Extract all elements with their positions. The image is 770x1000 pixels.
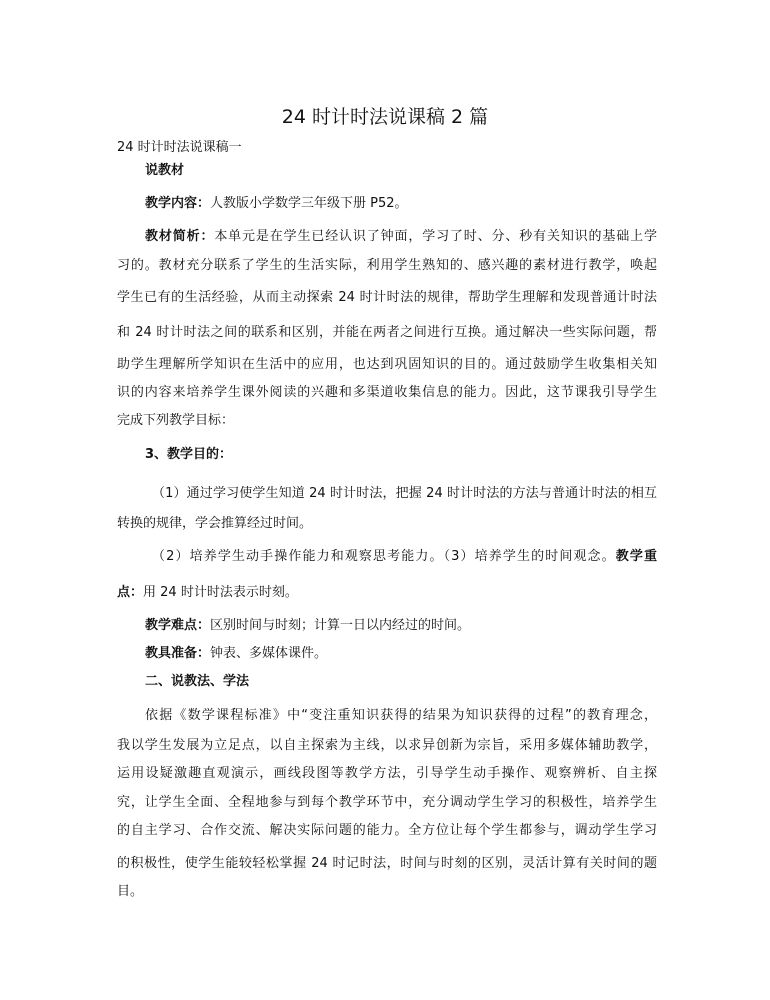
methods-line-5: 的自主学习、合作交流、解决实际问题的能力。全方位让每个学生都参与，调动学生学习	[117, 823, 657, 838]
analysis-line-7: 完成下列教学目标：	[117, 413, 235, 428]
text-preparation: 钟表、多媒体课件。	[210, 646, 328, 661]
goal-1-line-2: 转换的规律，学会推算经过时间。	[117, 516, 313, 531]
label-analysis: 教材简析：	[145, 229, 215, 244]
analysis-text-1: 本单元是在学生已经认识了钟面，学习了时、分、秒有关知识的基础上学	[214, 229, 657, 244]
analysis-line-1	[145, 228, 657, 246]
methods-line-4: 究，让学生全面、全程地参与到每个教学环节中，充分调动学生学习的积极性，培养学生	[117, 795, 657, 810]
analysis-line-6: 识的内容来培养学生课外阅读的兴趣和多渠道收集信息的能力。因此，这节课我引导学生	[117, 385, 657, 400]
section-heading-methods: 二、说教法、学法	[145, 674, 250, 689]
methods-line-1: 依据《数学课程标准》中“变注重知识获得的结果为知识获得的过程”的教育理念，	[145, 708, 657, 723]
document-title: 24 时计时法说课稿 2 篇	[281, 106, 489, 128]
goal-2-3-text: （2）培养学生动手操作能力和观察思考能力。（3）培养学生的时间观念。	[152, 549, 616, 564]
key-point-text: 用 24 时计时法表示时刻。	[143, 585, 298, 600]
analysis-line-4: 和 24 时计时法之间的联系和区别，并能在两者之间进行互换。通过解决一些实际问题，帮	[117, 325, 657, 340]
text-difficulty: 区别时间与时刻；计算一日以内经过的时间。	[210, 618, 471, 633]
methods-line-6: 的积极性，使学生能较轻松掌握 24 时记时法，时间与时刻的区别，灵活计算有关时间的题	[117, 856, 657, 871]
key-point-line	[117, 584, 657, 602]
methods-line-3: 运用设疑激趣直观演示，画线段图等教学方法，引导学生动手操作、观察辨析、自主探	[117, 766, 657, 781]
paragraph-teaching-content	[145, 195, 657, 213]
methods-line-7: 目。	[117, 884, 144, 899]
label-key-point-part-1: 教学重	[615, 549, 657, 564]
methods-line-2: 我以学生发展为立足点，以自主探索为主线，以求异创新为宗旨，采用多媒体辅助教学，	[117, 738, 657, 753]
document-subtitle: 24 时计时法说课稿一	[117, 140, 242, 155]
analysis-line-5: 助学生理解所学知识在生活中的应用，也达到巩固知识的目的。通过鼓励学生收集相关知	[117, 357, 657, 372]
paragraph-difficulty	[145, 617, 657, 635]
goal-1-line-1: （1）通过学习使学生知道 24 时计时法，把握 24 时计时法的方法与普通计时法的相互	[152, 486, 657, 501]
label-preparation: 教具准备：	[145, 646, 211, 661]
label-teaching-content: 教学内容：	[145, 196, 211, 211]
analysis-line-2: 习的。教材充分联系了学生的生活实际，利用学生熟知的、感兴趣的素材进行教学，唤起	[117, 258, 657, 273]
section-heading-goals: 3、教学目的：	[145, 447, 233, 462]
goal-2-3-line	[152, 548, 657, 566]
analysis-line-3: 学生已有的生活经验，从而主动探索 24 时计时法的规律，帮助学生理解和发现普通计时法	[117, 290, 657, 305]
paragraph-preparation	[145, 645, 657, 663]
label-difficulty: 教学难点：	[145, 618, 211, 633]
label-key-point-part-2: 点：	[117, 585, 144, 600]
section-heading-teaching-material: 说教材	[145, 163, 185, 178]
text-teaching-content: 人教版小学数学三年级下册 P52。	[210, 196, 408, 211]
